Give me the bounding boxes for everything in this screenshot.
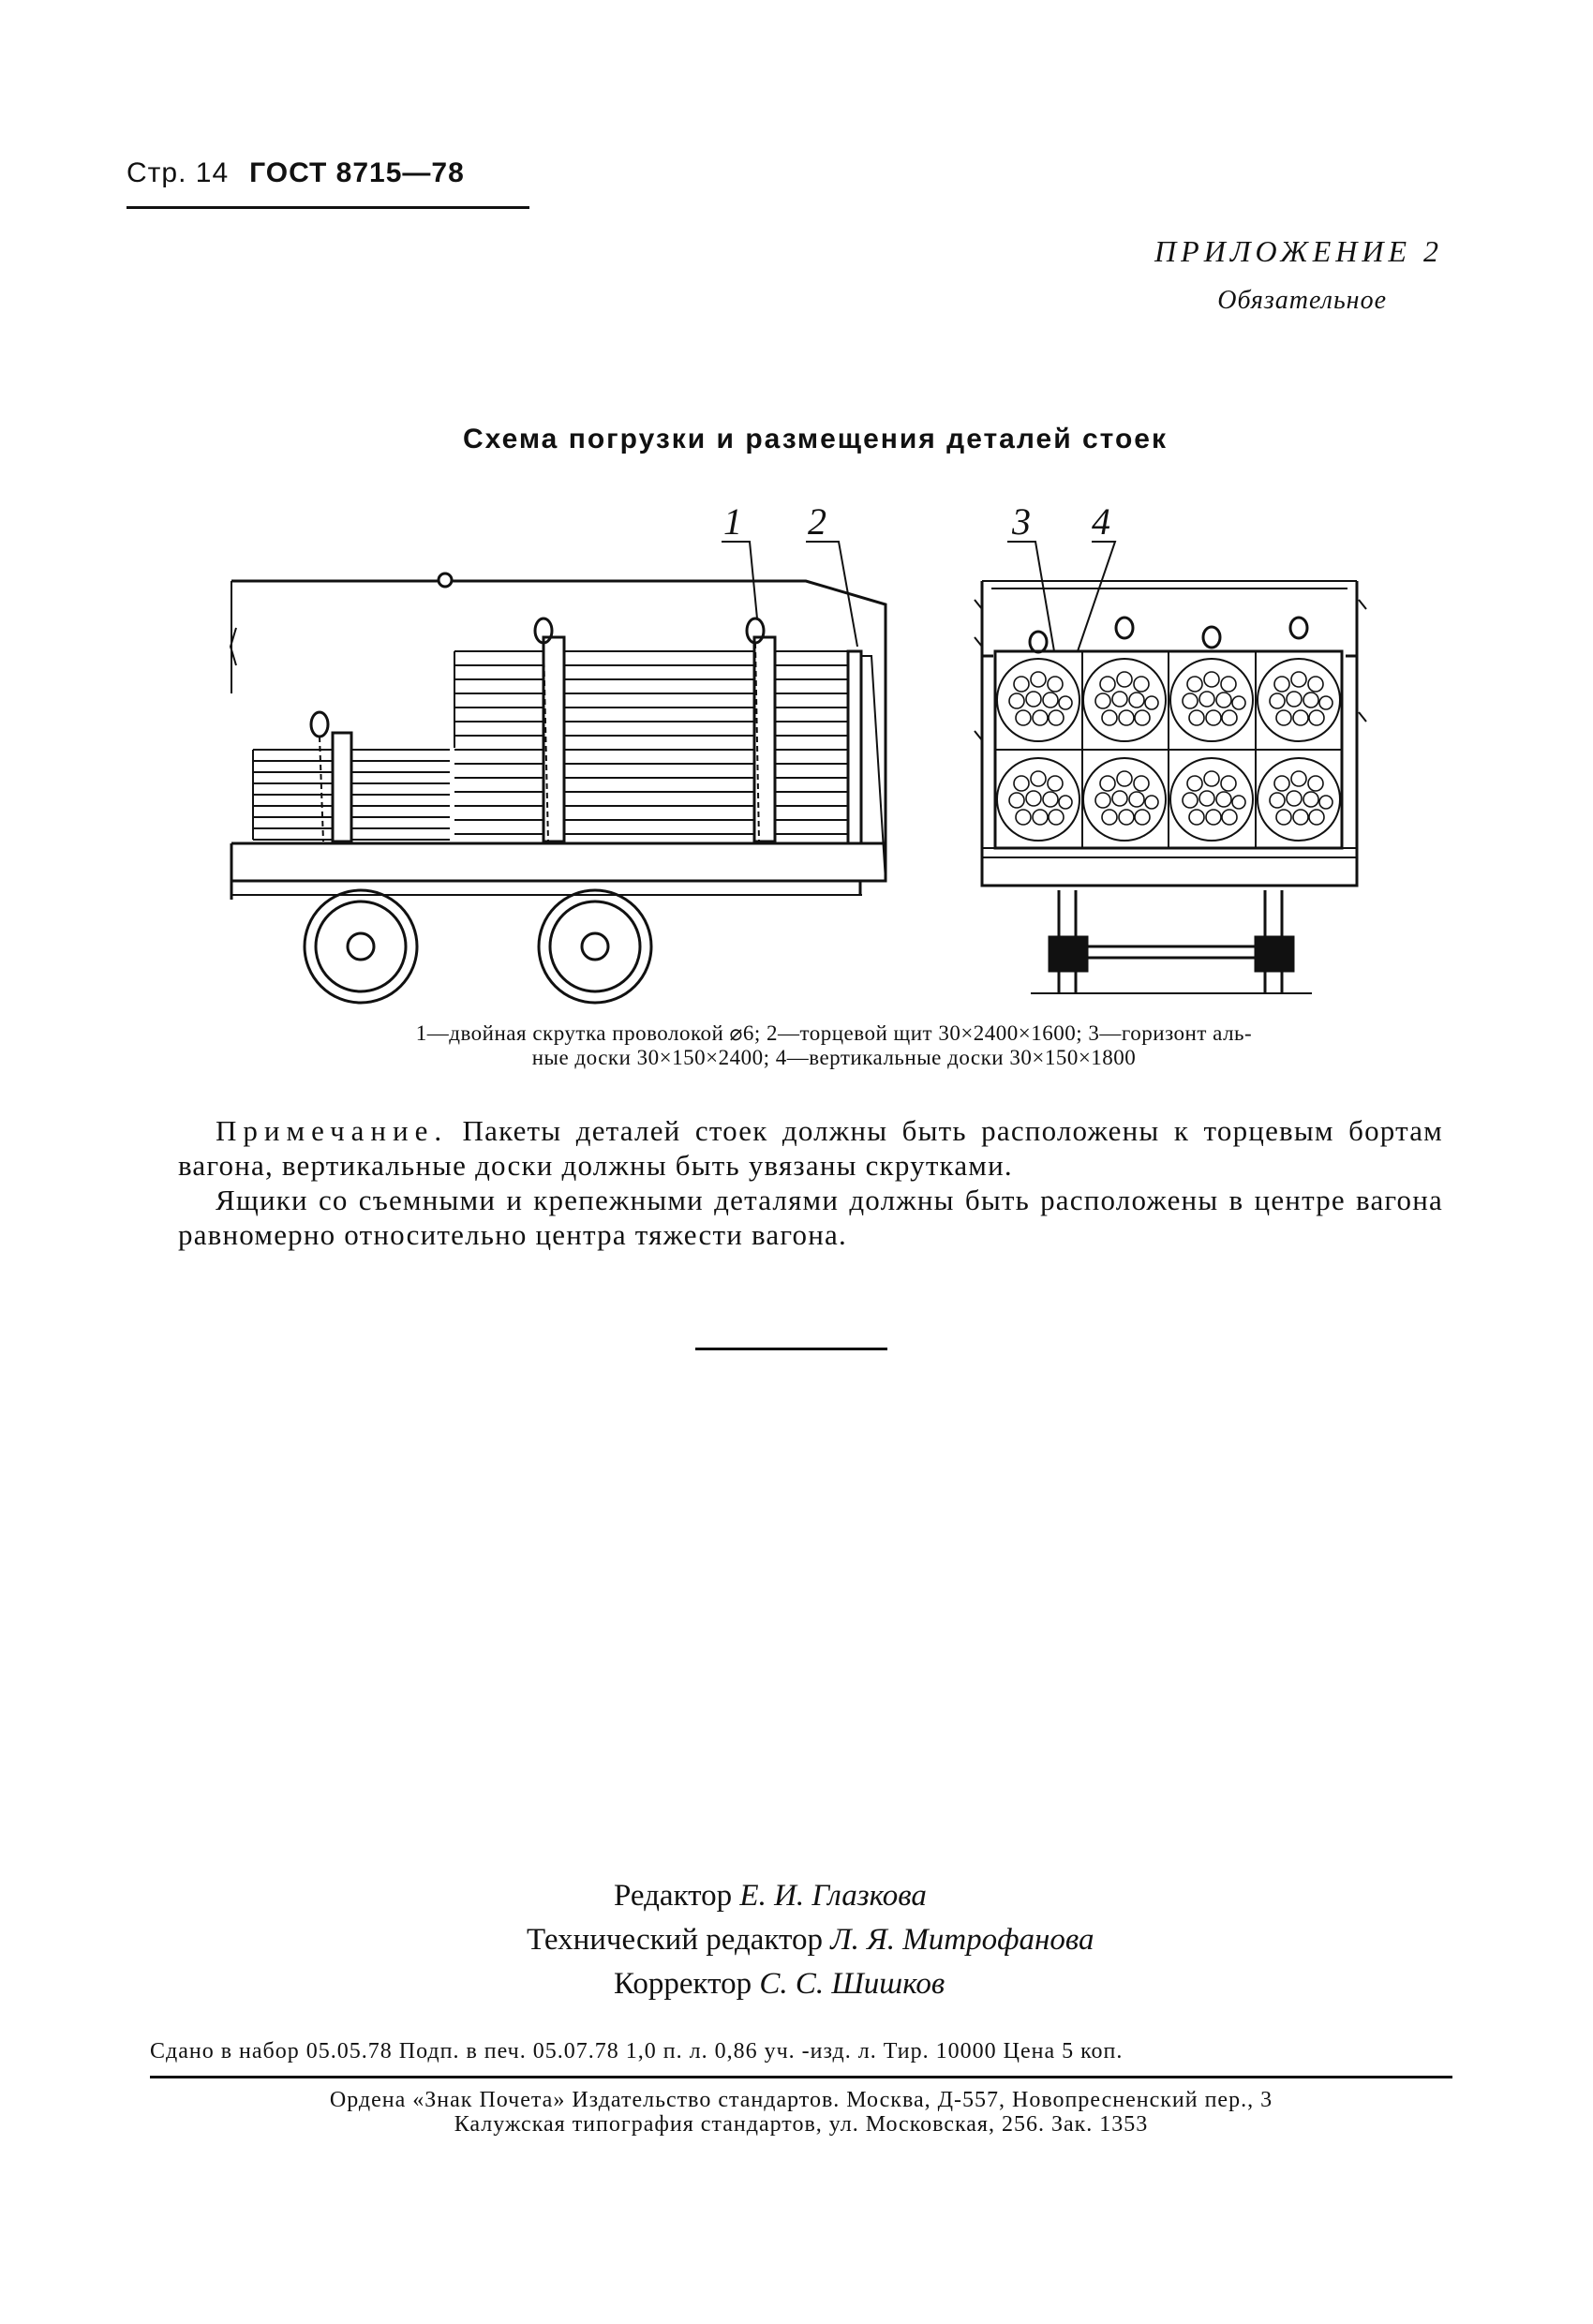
tech-editor-name: Л. Я. Митрофанова (830, 1923, 1094, 1957)
caption-line-2: ные доски 30×150×2400; 4—вертикальные доски 30×150×1800 (531, 1046, 1137, 1069)
section-separator (695, 1348, 887, 1350)
figure-label-3: 3 (1012, 500, 1031, 543)
note-paragraph-1 (178, 1113, 1443, 1183)
tech-editor-role: Технический редактор (527, 1923, 823, 1957)
imprint-block (150, 2088, 1452, 2137)
wagon-side-view (231, 574, 886, 1003)
editor-name: Е. И. Глазкова (739, 1879, 927, 1913)
imprint-line-1: Сдано в набор 05.05.78 Подп. в печ. 05.07.78 1,0 п. л. 0,86 уч. -изд. л. Тир. 10000 Цена 5 коп. (150, 2039, 1124, 2063)
imprint-line-2: Ордена «Знак Почета» Издательство стандартов. Москва, Д-557, Новопресненский пер., 3 (329, 2088, 1273, 2112)
figure-label-1: 1 (723, 500, 742, 543)
wagon-end-view (975, 581, 1366, 993)
standard-number: ГОСТ 8715—78 (249, 157, 465, 188)
header-rule (127, 206, 529, 209)
note-paragraph-2: Ящики со съемными и крепежными деталями должны быть расположены в центре вагона равномерно относительно центра тяжести вагона. (178, 1184, 1443, 1251)
corrector-name: С. С. Шишков (759, 1967, 945, 2001)
note-block (178, 1113, 1443, 1252)
caption-line-1: 1—двойная скрутка проволокой ⌀6; 2—торцевой щит 30×2400×1600; 3—горизонт аль- (415, 1021, 1253, 1045)
imprint-rule (150, 2076, 1452, 2078)
corrector-role: Корректор (614, 1967, 752, 2001)
header-line (127, 157, 529, 189)
corrector-line (614, 1962, 945, 2006)
imprint-line-3: Калужская типография стандартов, ул. Московская, 256. Зак. 1353 (454, 2112, 1149, 2137)
figure-label-4: 4 (1092, 500, 1110, 543)
figure-label-2: 2 (808, 500, 826, 543)
appendix-subtitle: Обязательное (1217, 286, 1387, 315)
page-number: Стр. 14 (127, 157, 230, 188)
note-label: Примечание. (216, 1114, 449, 1147)
figure-caption (253, 1021, 1415, 1070)
editor-line (614, 1874, 927, 1918)
loading-scheme-figure (0, 487, 1593, 1012)
appendix-title: ПРИЛОЖЕНИЕ 2 (1154, 234, 1443, 268)
page-header (127, 157, 529, 209)
note-text-1: Пакеты деталей стоек должны быть расположены к торцевым бортам вагона, вертикальные доски должны быть увязаны скрутками. (178, 1114, 1443, 1182)
scheme-title: Схема погрузки и размещения деталей стоек (462, 424, 1168, 454)
appendix-block (1154, 234, 1443, 316)
editor-role: Редактор (614, 1879, 733, 1913)
tech-editor-line (527, 1918, 1094, 1962)
